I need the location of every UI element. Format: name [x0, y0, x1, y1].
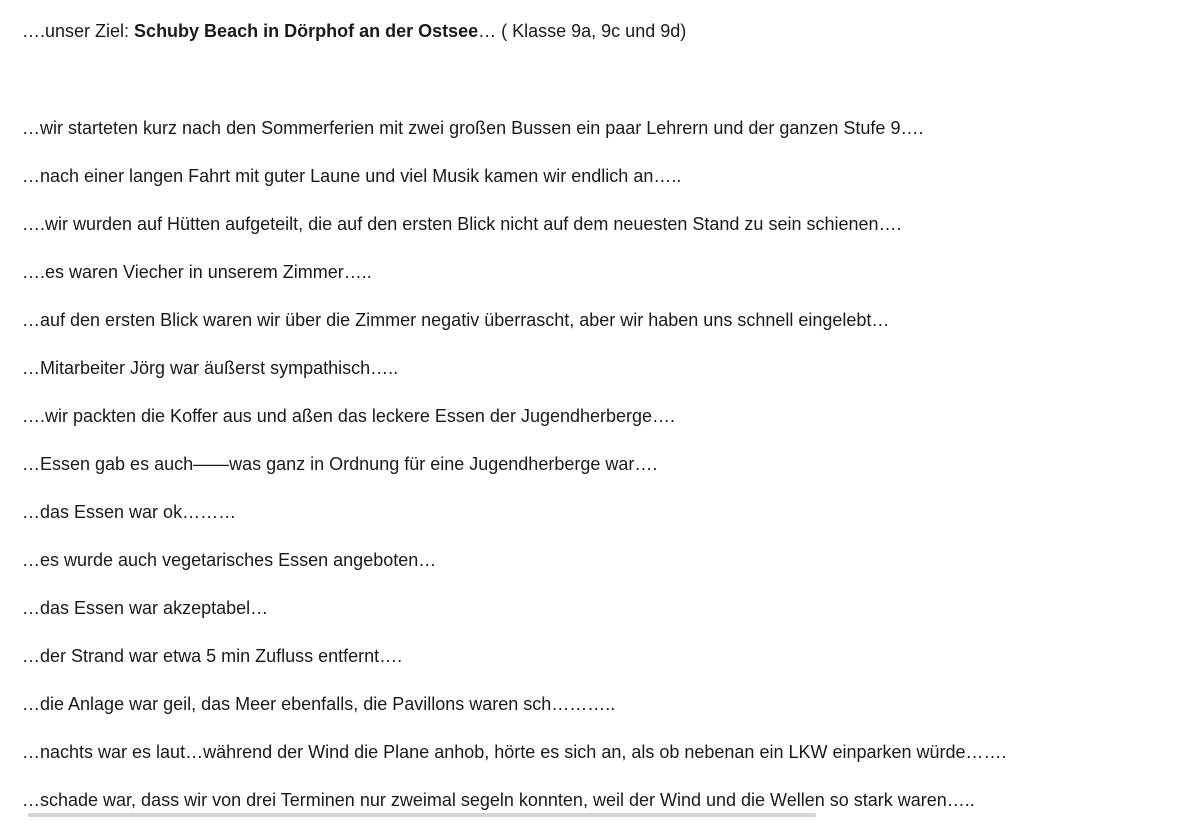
report-line: ….es waren Viecher in unserem Zimmer….. — [22, 262, 372, 282]
heading-destination: Schuby Beach in Dörphof an der Ostsee — [134, 21, 479, 41]
trip-heading — [22, 19, 686, 43]
report-line: …nachts war es laut…während der Wind die Plane anhob, hörte es sich an, als ob nebenan ein LKW einparken würde……. — [22, 742, 1007, 762]
report-line: …schade war, dass wir von drei Terminen nur zweimal segeln konnten, weil der Wind und die Wellen so stark waren….. — [22, 790, 975, 810]
report-line: …nach einer langen Fahrt mit guter Laune und viel Musik kamen wir endlich an….. — [22, 166, 682, 186]
report-line: …der Strand war etwa 5 min Zufluss entfernt…. — [22, 646, 403, 666]
heading-prefix: ….unser Ziel: — [22, 21, 135, 41]
report-line: …das Essen war akzeptabel… — [22, 598, 269, 618]
report-line: …auf den ersten Blick waren wir über die Zimmer negativ überrascht, aber wir haben uns schnell eingelebt… — [22, 310, 890, 330]
report-line: …das Essen war ok……… — [22, 502, 237, 522]
report-line: ….wir wurden auf Hütten aufgeteilt, die auf den ersten Blick nicht auf dem neuesten Stand zu sein schienen…. — [22, 214, 902, 234]
report-line: …wir starteten kurz nach den Sommerferien mit zwei großen Bussen ein paar Lehrern und der ganzen Stufe 9…. — [22, 118, 924, 138]
report-line: ….wir packten die Koffer aus und aßen das leckere Essen der Jugendherberge…. — [22, 406, 676, 426]
report-line: …es wurde auch vegetarisches Essen angeboten… — [22, 550, 437, 570]
heading-suffix: … ( Klasse 9a, 9c und 9d) — [478, 21, 687, 41]
report-line: …Essen gab es auch——was ganz in Ordnung für eine Jugendherberge war…. — [22, 454, 658, 474]
report-line: …Mitarbeiter Jörg war äußerst sympathisch….. — [22, 358, 399, 378]
report-line: …die Anlage war geil, das Meer ebenfalls, die Pavillons waren sch……….. — [22, 694, 616, 714]
report-lines — [22, 116, 1007, 836]
horizontal-scrollbar[interactable] — [28, 813, 816, 817]
